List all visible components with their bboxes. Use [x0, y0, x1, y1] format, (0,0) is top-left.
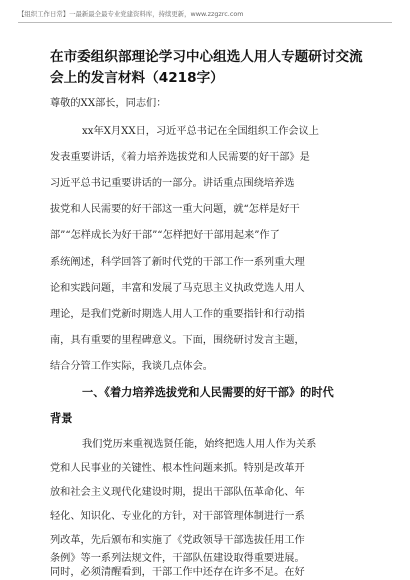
paragraph-2-line: 党和人民事业的关键性、根本性问题来抓。特别是改革开 [50, 463, 305, 474]
paragraph-1-line: 部”“怎样成长为好干部”“怎样把好干部用起来”作了 [50, 230, 280, 241]
paragraph-2-line: 条例》等一系列法规文件，干部队伍建设取得重要进展。 [50, 553, 305, 564]
salutation: 尊敬的XX部长，同志们： [50, 98, 167, 109]
paragraph-2-line: 同时，必须清醒看到，干部工作中还存在许多不足。在好 [50, 567, 305, 578]
paragraph-2-line: 放和社会主义现代化建设时期，提出干部队伍革命化、年 [50, 487, 305, 498]
paragraph-1-line: 理论，是我们党新时期选人用人工作的重要指针和行动指 [50, 309, 305, 320]
paragraph-1-line: 习近平总书记重要讲话的一部分。讲话重点围绕培养选 [50, 178, 295, 189]
paragraph-2-line: 轻化、知识化、专业化的方针，对干部管理体制进行一系 [50, 511, 305, 522]
section-heading: 一、《着力培养选拔党和人民需要的好干部》的时代 [82, 386, 334, 399]
paragraph-1-line: 结合分管工作实际，我谈几点体会。 [50, 361, 213, 372]
document-title: 在市委组织部理论学习中心组选人用人专题研讨交流会上的发言材料（4218字） [50, 49, 363, 86]
header-divider [18, 22, 392, 23]
paragraph-1-line: 系统阐述，科学回答了新时代党的干部工作一系列重大理 [50, 257, 305, 268]
paragraph-2-line: 列改革，先后颁布和实施了《党政领导干部选拔任用工作 [50, 535, 305, 546]
site-banner: 【组织工作日常】一最新最全最专业党建资料库，持续更新，www.zzgzrc.com [18, 10, 244, 18]
paragraph-1-line: 拔党和人民需要的好干部这一重大问题，就“怎样是好干 [50, 204, 300, 215]
paragraph-2-line: 我们党历来重视选贤任能，始终把选人用人作为关系 [82, 439, 317, 450]
paragraph-1-line: 论和实践问题，丰富和发展了马克思主义执政党选人用人 [50, 283, 305, 294]
paragraph-1-line: 发表重要讲话，《着力培养选拔党和人民需要的好干部》是 [50, 152, 310, 163]
paragraph-1-line: 南，具有重要的里程碑意义。下面，围绕研讨发言主题， [50, 335, 305, 346]
section-heading: 背景 [50, 412, 73, 425]
paragraph-1-line: xx年X月XX日，习近平总书记在全国组织工作会议上 [82, 126, 319, 137]
